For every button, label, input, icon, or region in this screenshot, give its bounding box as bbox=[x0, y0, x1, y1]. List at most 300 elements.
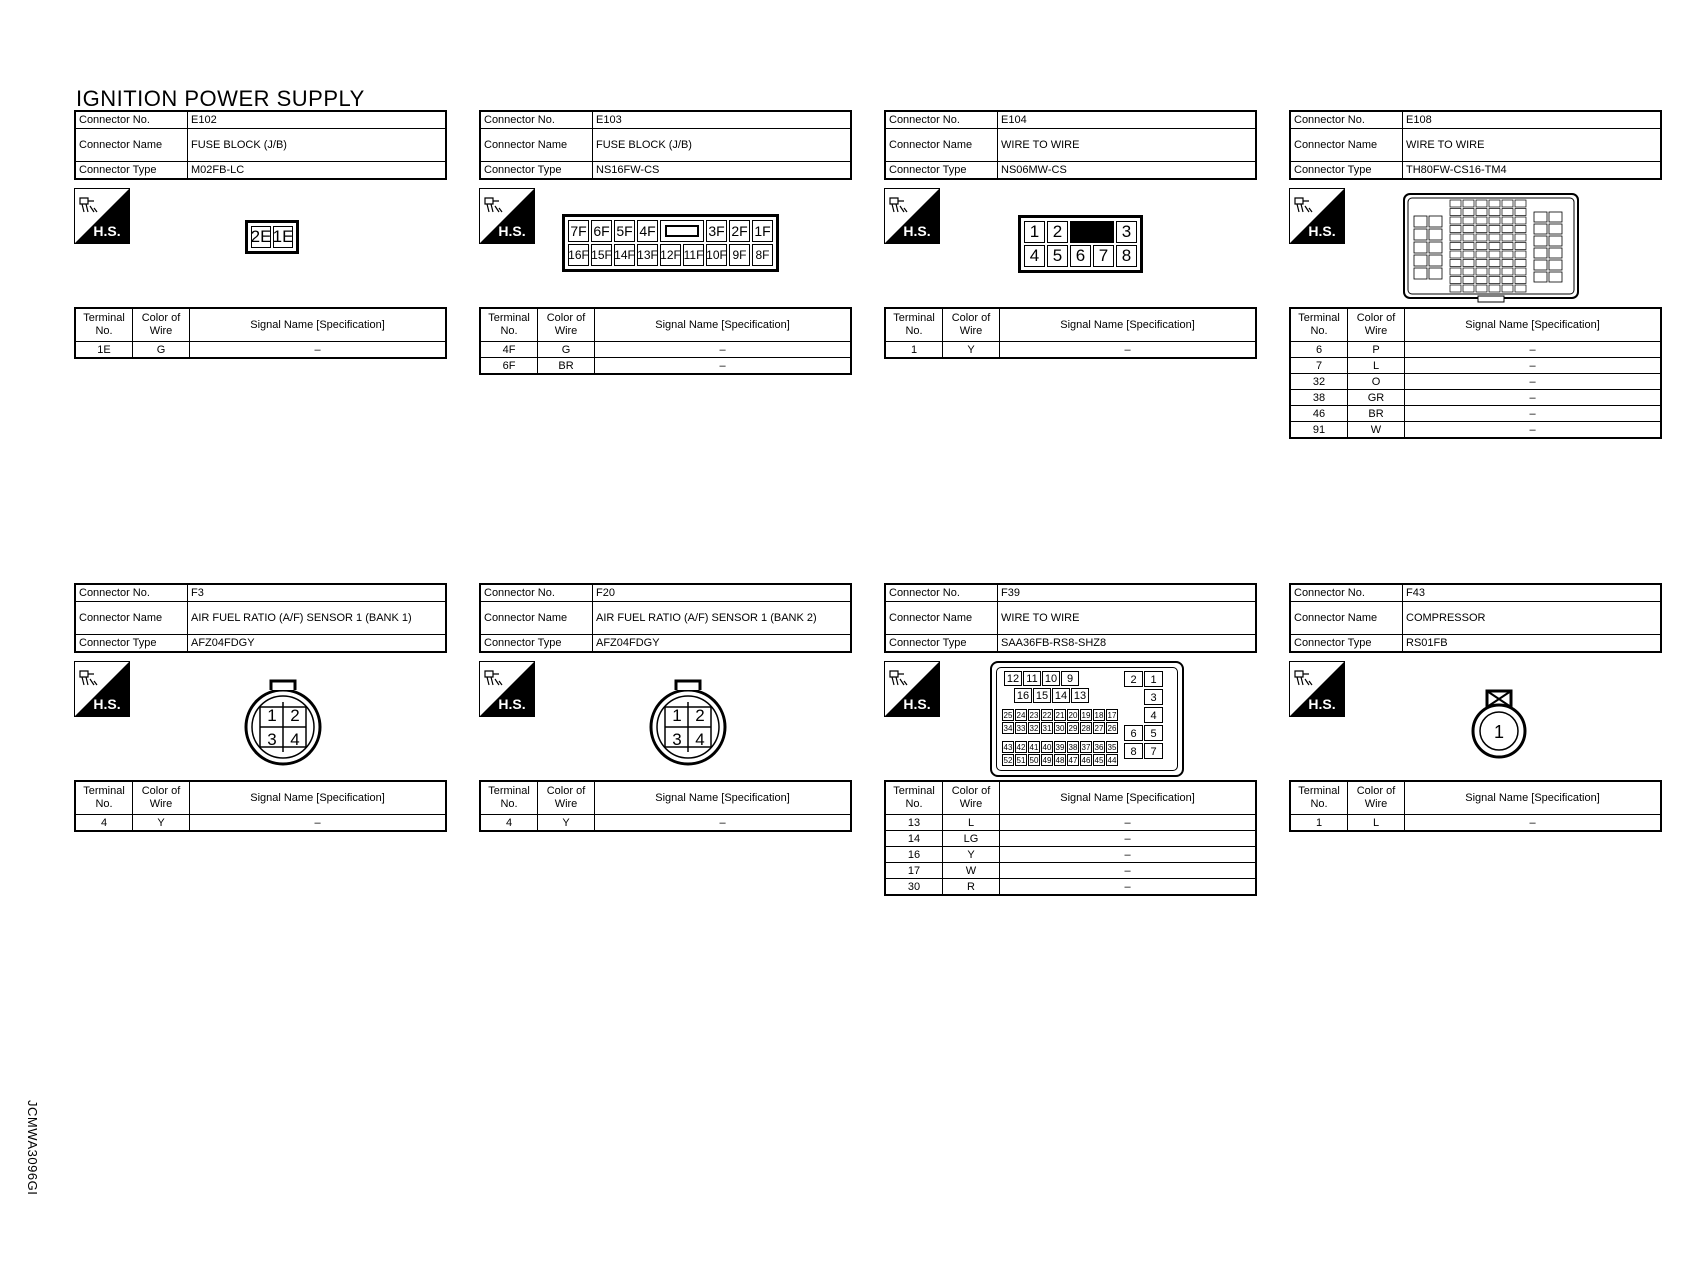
connector-face bbox=[990, 661, 1184, 777]
signal-name-cell: – bbox=[190, 342, 447, 359]
terminal-cell: 4 bbox=[1144, 707, 1163, 723]
column-header: Signal Name [Specification] bbox=[1405, 308, 1662, 342]
table-row bbox=[885, 863, 1256, 879]
terminal-no-cell: 4 bbox=[75, 815, 133, 832]
column-header: Color of Wire bbox=[538, 308, 595, 342]
terminal-table-header bbox=[75, 781, 446, 815]
info-value: M02FB-LC bbox=[188, 162, 447, 180]
terminal-cell: 42 bbox=[1016, 743, 1026, 752]
info-value: SAA36FB-RS8-SHZ8 bbox=[998, 635, 1257, 653]
signal-name-cell: – bbox=[595, 358, 852, 375]
connector-block bbox=[1289, 583, 1662, 832]
terminal-table-header bbox=[75, 308, 446, 342]
terminal-cell: 6 bbox=[1124, 725, 1143, 741]
wire-color-cell: L bbox=[943, 815, 1000, 831]
connector-face bbox=[1467, 683, 1531, 763]
harness-side-icon bbox=[74, 661, 130, 717]
info-label: Connector No. bbox=[1290, 111, 1403, 129]
terminal-cell: 11F bbox=[683, 244, 704, 266]
terminal-no-cell: 1 bbox=[1290, 815, 1348, 832]
terminal-table-header bbox=[480, 308, 851, 342]
info-row bbox=[1290, 162, 1661, 180]
terminal-cell: 31 bbox=[1042, 724, 1052, 733]
connector-block bbox=[74, 110, 447, 359]
info-label: Connector No. bbox=[75, 584, 188, 602]
terminal-cell: 5F bbox=[614, 220, 635, 242]
signal-name-cell: – bbox=[595, 815, 852, 832]
terminal-no-cell: 13 bbox=[885, 815, 943, 831]
connector-diagram bbox=[74, 180, 447, 307]
info-label: Connector Type bbox=[1290, 635, 1403, 653]
info-value: F3 bbox=[188, 584, 447, 602]
info-value: RS01FB bbox=[1403, 635, 1662, 653]
terminal-cell: 14F bbox=[614, 244, 635, 266]
terminal-cell: 13 bbox=[1071, 688, 1089, 703]
terminal-cell: 45 bbox=[1094, 756, 1104, 765]
info-row bbox=[1290, 111, 1661, 129]
terminal-cell: 18 bbox=[1094, 711, 1104, 720]
wire-color-cell: Y bbox=[943, 342, 1000, 359]
terminal-cell: 8 bbox=[1124, 743, 1143, 759]
terminal-cell: 52 bbox=[1003, 756, 1013, 765]
info-label: Connector Name bbox=[75, 129, 188, 162]
connector-block bbox=[479, 110, 852, 375]
terminal-cell: 12 bbox=[1004, 671, 1022, 686]
terminal-cell: 1 bbox=[1144, 671, 1163, 687]
column-header: Terminal No. bbox=[1290, 781, 1348, 815]
info-value: E102 bbox=[188, 111, 447, 129]
column-header: Signal Name [Specification] bbox=[1000, 308, 1257, 342]
info-row bbox=[480, 635, 851, 653]
terminal-cell: 43 bbox=[1003, 743, 1013, 752]
terminal-cell: 19 bbox=[1081, 711, 1091, 720]
column-header: Terminal No. bbox=[75, 781, 133, 815]
column-header: Color of Wire bbox=[1348, 781, 1405, 815]
connector-info-table bbox=[884, 110, 1257, 180]
table-row bbox=[1290, 342, 1661, 358]
connector-diagram bbox=[1289, 180, 1662, 307]
terminal-cell: 38 bbox=[1068, 743, 1078, 752]
column-header: Terminal No. bbox=[885, 781, 943, 815]
connector-block bbox=[1289, 110, 1662, 439]
terminal-no-cell: 4 bbox=[480, 815, 538, 832]
signal-name-cell: – bbox=[1405, 342, 1662, 358]
wire-color-cell: BR bbox=[1348, 406, 1405, 422]
info-value: E108 bbox=[1403, 111, 1662, 129]
column-header: Terminal No. bbox=[885, 308, 943, 342]
info-label: Connector Type bbox=[75, 635, 188, 653]
terminal-table-header bbox=[1290, 781, 1661, 815]
info-row bbox=[480, 162, 851, 180]
terminal-cell: 4F bbox=[637, 220, 658, 242]
terminal-cell: 15 bbox=[1033, 688, 1051, 703]
column-header: Signal Name [Specification] bbox=[1000, 781, 1257, 815]
info-label: Connector Type bbox=[1290, 162, 1403, 180]
column-header: Terminal No. bbox=[480, 781, 538, 815]
terminal-cell: 29 bbox=[1068, 724, 1078, 733]
connector-face bbox=[238, 677, 328, 767]
terminal-cell: 3 bbox=[1144, 689, 1163, 705]
terminal-cell: 32 bbox=[1029, 724, 1039, 733]
terminal-cell: 15F bbox=[591, 244, 612, 266]
info-row bbox=[480, 129, 851, 162]
info-value: F39 bbox=[998, 584, 1257, 602]
hs-label: H.S. bbox=[498, 223, 526, 239]
hs-label: H.S. bbox=[93, 223, 121, 239]
terminal-cell: 10F bbox=[706, 244, 727, 266]
hs-label: H.S. bbox=[1308, 223, 1336, 239]
terminal-cell: 8F bbox=[752, 244, 773, 266]
column-header: Color of Wire bbox=[943, 308, 1000, 342]
info-label: Connector Name bbox=[75, 602, 188, 635]
table-row bbox=[885, 342, 1256, 359]
info-label: Connector No. bbox=[885, 584, 998, 602]
table-row bbox=[75, 815, 446, 832]
column-header: Signal Name [Specification] bbox=[1405, 781, 1662, 815]
connector-latch bbox=[660, 220, 704, 242]
info-label: Connector No. bbox=[480, 584, 593, 602]
info-row bbox=[885, 635, 1256, 653]
terminal-cell: 1E bbox=[272, 227, 294, 246]
connector-face bbox=[643, 677, 733, 767]
wire-color-cell: Y bbox=[538, 815, 595, 832]
info-label: Connector Type bbox=[885, 635, 998, 653]
info-row bbox=[1290, 602, 1661, 635]
signal-name-cell: – bbox=[1000, 863, 1257, 879]
info-row bbox=[885, 111, 1256, 129]
wire-color-cell: G bbox=[538, 342, 595, 358]
signal-name-cell: – bbox=[1405, 406, 1662, 422]
wire-color-cell: Y bbox=[943, 847, 1000, 863]
info-label: Connector Type bbox=[480, 162, 593, 180]
terminal-table-header bbox=[885, 781, 1256, 815]
info-row bbox=[885, 584, 1256, 602]
terminal-cell: 3F bbox=[706, 220, 727, 242]
terminal-cell: 37 bbox=[1081, 743, 1091, 752]
info-value: E103 bbox=[593, 111, 852, 129]
table-row bbox=[885, 879, 1256, 896]
terminal-cell: 4 bbox=[695, 730, 705, 749]
terminal-table bbox=[479, 307, 852, 375]
info-value: WIRE TO WIRE bbox=[998, 129, 1257, 162]
connector-block bbox=[479, 583, 852, 832]
harness-side-icon bbox=[1289, 661, 1345, 717]
terminal-no-cell: 4F bbox=[480, 342, 538, 358]
terminal-cell: 2 bbox=[290, 706, 300, 725]
wire-color-cell: Y bbox=[133, 815, 190, 832]
column-header: Color of Wire bbox=[133, 781, 190, 815]
hs-label: H.S. bbox=[498, 696, 526, 712]
info-label: Connector No. bbox=[75, 111, 188, 129]
connector-info-table bbox=[1289, 583, 1662, 653]
terminal-cell: 8 bbox=[1116, 245, 1137, 267]
info-row bbox=[480, 584, 851, 602]
terminal-cell: 7F bbox=[568, 220, 589, 242]
table-row bbox=[885, 847, 1256, 863]
terminal-cell: 5 bbox=[1047, 245, 1068, 267]
info-label: Connector Name bbox=[885, 602, 998, 635]
info-label: Connector No. bbox=[480, 111, 593, 129]
table-row bbox=[480, 342, 851, 358]
signal-name-cell: – bbox=[1000, 847, 1257, 863]
terminal-cell: 17 bbox=[1107, 711, 1117, 720]
terminal-no-cell: 1 bbox=[885, 342, 943, 359]
terminal-cell: 7 bbox=[1093, 245, 1114, 267]
terminal-cell: 5 bbox=[1144, 725, 1163, 741]
terminal-cell: 3 bbox=[1116, 221, 1137, 243]
connector-info-table bbox=[74, 110, 447, 180]
terminal-cell: 27 bbox=[1094, 724, 1104, 733]
column-header: Color of Wire bbox=[538, 781, 595, 815]
terminal-no-cell: 16 bbox=[885, 847, 943, 863]
terminal-cell: 2E bbox=[250, 227, 272, 246]
table-row bbox=[1290, 406, 1661, 422]
terminal-cell: 40 bbox=[1042, 743, 1052, 752]
terminal-no-cell: 91 bbox=[1290, 422, 1348, 439]
terminal-cell: 48 bbox=[1055, 756, 1065, 765]
signal-name-cell: – bbox=[1405, 374, 1662, 390]
info-value: FUSE BLOCK (J/B) bbox=[593, 129, 852, 162]
connector-block bbox=[884, 583, 1257, 896]
connector-diagram bbox=[884, 653, 1257, 780]
terminal-no-cell: 7 bbox=[1290, 358, 1348, 374]
info-row bbox=[75, 602, 446, 635]
connector-info-table bbox=[884, 583, 1257, 653]
info-value: E104 bbox=[998, 111, 1257, 129]
terminal-cell: 24 bbox=[1016, 711, 1026, 720]
terminal-table bbox=[479, 780, 852, 832]
info-label: Connector Type bbox=[75, 162, 188, 180]
connector-block bbox=[884, 110, 1257, 359]
terminal-cell: 28 bbox=[1081, 724, 1091, 733]
connector-info-table bbox=[74, 583, 447, 653]
info-row bbox=[75, 635, 446, 653]
terminal-table bbox=[74, 780, 447, 832]
terminal-cell: 14 bbox=[1052, 688, 1070, 703]
connector-face bbox=[245, 220, 299, 254]
info-row bbox=[885, 602, 1256, 635]
signal-name-cell: – bbox=[190, 815, 447, 832]
connector-info-table bbox=[479, 583, 852, 653]
terminal-cell: 1 bbox=[1024, 221, 1045, 243]
signal-name-cell: – bbox=[1405, 390, 1662, 406]
terminal-cell: 3 bbox=[267, 730, 277, 749]
terminal-no-cell: 6F bbox=[480, 358, 538, 375]
column-header: Color of Wire bbox=[943, 781, 1000, 815]
harness-side-icon bbox=[479, 661, 535, 717]
signal-name-cell: – bbox=[1000, 831, 1257, 847]
info-row bbox=[75, 129, 446, 162]
terminal-cell: 2F bbox=[729, 220, 750, 242]
harness-side-icon bbox=[1289, 188, 1345, 244]
connector-diagram bbox=[884, 180, 1257, 307]
wire-color-cell: BR bbox=[538, 358, 595, 375]
terminal-cell: 1 bbox=[267, 706, 277, 725]
signal-name-cell: – bbox=[1405, 815, 1662, 832]
wire-color-cell: L bbox=[1348, 815, 1405, 832]
info-row bbox=[75, 162, 446, 180]
connector-diagram bbox=[479, 653, 852, 780]
wire-color-cell: L bbox=[1348, 358, 1405, 374]
terminal-no-cell: 46 bbox=[1290, 406, 1348, 422]
table-row bbox=[480, 358, 851, 375]
table-row bbox=[1290, 358, 1661, 374]
info-row bbox=[480, 602, 851, 635]
info-value: NS06MW-CS bbox=[998, 162, 1257, 180]
terminal-cell: 46 bbox=[1081, 756, 1091, 765]
info-row bbox=[885, 162, 1256, 180]
terminal-cell: 13F bbox=[637, 244, 658, 266]
info-value: AFZ04FDGY bbox=[188, 635, 447, 653]
info-value: WIRE TO WIRE bbox=[998, 602, 1257, 635]
terminal-cell: 36 bbox=[1094, 743, 1104, 752]
wire-color-cell: W bbox=[943, 863, 1000, 879]
document-id: JCMWA3096GI bbox=[25, 1100, 40, 1196]
info-row bbox=[75, 584, 446, 602]
wire-color-cell: GR bbox=[1348, 390, 1405, 406]
terminal-cell: 41 bbox=[1029, 743, 1039, 752]
wire-color-cell: G bbox=[133, 342, 190, 359]
table-row bbox=[1290, 390, 1661, 406]
info-value: AFZ04FDGY bbox=[593, 635, 852, 653]
table-row bbox=[480, 815, 851, 832]
info-row bbox=[1290, 635, 1661, 653]
terminal-table bbox=[884, 307, 1257, 359]
column-header: Signal Name [Specification] bbox=[190, 308, 447, 342]
terminal-cell: 3 bbox=[672, 730, 682, 749]
info-label: Connector Name bbox=[480, 129, 593, 162]
terminal-cell: 33 bbox=[1016, 724, 1026, 733]
harness-side-icon bbox=[74, 188, 130, 244]
table-row bbox=[1290, 374, 1661, 390]
terminal-cell: 51 bbox=[1016, 756, 1026, 765]
wire-color-cell: O bbox=[1348, 374, 1405, 390]
terminal-cell: 10 bbox=[1042, 671, 1060, 686]
terminal-cell: 1F bbox=[752, 220, 773, 242]
info-value: TH80FW-CS16-TM4 bbox=[1403, 162, 1662, 180]
info-label: Connector No. bbox=[885, 111, 998, 129]
terminal-table-header bbox=[480, 781, 851, 815]
info-label: Connector Type bbox=[885, 162, 998, 180]
column-header: Terminal No. bbox=[480, 308, 538, 342]
info-label: Connector No. bbox=[1290, 584, 1403, 602]
terminal-cell: 20 bbox=[1068, 711, 1078, 720]
hs-label: H.S. bbox=[93, 696, 121, 712]
column-header: Signal Name [Specification] bbox=[595, 781, 852, 815]
terminal-table-header bbox=[885, 308, 1256, 342]
terminal-cell: 30 bbox=[1055, 724, 1065, 733]
info-row bbox=[480, 111, 851, 129]
terminal-cell: 2 bbox=[1047, 221, 1068, 243]
connector-info-table bbox=[1289, 110, 1662, 180]
empty-cell bbox=[1124, 707, 1143, 723]
column-header: Color of Wire bbox=[133, 308, 190, 342]
harness-side-icon bbox=[884, 188, 940, 244]
terminal-cell: 50 bbox=[1029, 756, 1039, 765]
harness-side-icon bbox=[884, 661, 940, 717]
terminal-table bbox=[74, 307, 447, 359]
signal-name-cell: – bbox=[1405, 358, 1662, 374]
connector-diagram bbox=[1289, 653, 1662, 780]
terminal-cell: 4 bbox=[290, 730, 300, 749]
connector-face bbox=[1402, 192, 1580, 304]
info-label: Connector Name bbox=[480, 602, 593, 635]
info-value: F43 bbox=[1403, 584, 1662, 602]
terminal-cell: 44 bbox=[1107, 756, 1117, 765]
terminal-no-cell: 1E bbox=[75, 342, 133, 359]
terminal-cell: 9 bbox=[1061, 671, 1079, 686]
table-row bbox=[1290, 815, 1661, 832]
terminal-cell: 16 bbox=[1014, 688, 1032, 703]
column-header: Color of Wire bbox=[1348, 308, 1405, 342]
connector-diagram bbox=[479, 180, 852, 307]
connector-diagram bbox=[74, 653, 447, 780]
signal-name-cell: – bbox=[1000, 879, 1257, 896]
info-value: FUSE BLOCK (J/B) bbox=[188, 129, 447, 162]
signal-name-cell: – bbox=[595, 342, 852, 358]
terminal-cell: 25 bbox=[1003, 711, 1013, 720]
wire-color-cell: R bbox=[943, 879, 1000, 896]
info-value: F20 bbox=[593, 584, 852, 602]
terminal-cell: 11 bbox=[1023, 671, 1041, 686]
info-row bbox=[885, 129, 1256, 162]
terminal-cell: 26 bbox=[1107, 724, 1117, 733]
page-title: IGNITION POWER SUPPLY bbox=[76, 86, 365, 111]
terminal-cell: 7 bbox=[1144, 743, 1163, 759]
terminal-cell: 9F bbox=[729, 244, 750, 266]
terminal-table-header bbox=[1290, 308, 1661, 342]
terminal-cell: 21 bbox=[1055, 711, 1065, 720]
info-value: NS16FW-CS bbox=[593, 162, 852, 180]
connector-block bbox=[74, 583, 447, 832]
harness-side-icon bbox=[479, 188, 535, 244]
column-header: Signal Name [Specification] bbox=[595, 308, 852, 342]
terminal-cell: 16F bbox=[568, 244, 589, 266]
table-row bbox=[75, 342, 446, 359]
terminal-cell: 6F bbox=[591, 220, 612, 242]
signal-name-cell: – bbox=[1000, 815, 1257, 831]
info-row bbox=[1290, 129, 1661, 162]
info-row bbox=[75, 111, 446, 129]
info-value: WIRE TO WIRE bbox=[1403, 129, 1662, 162]
terminal-cell: 35 bbox=[1107, 743, 1117, 752]
hs-label: H.S. bbox=[903, 696, 931, 712]
info-label: Connector Type bbox=[480, 635, 593, 653]
info-label: Connector Name bbox=[1290, 129, 1403, 162]
terminal-no-cell: 6 bbox=[1290, 342, 1348, 358]
column-header: Terminal No. bbox=[75, 308, 133, 342]
terminal-no-cell: 17 bbox=[885, 863, 943, 879]
hs-label: H.S. bbox=[1308, 696, 1336, 712]
terminal-cell: 22 bbox=[1042, 711, 1052, 720]
terminal-table bbox=[884, 780, 1257, 896]
terminal-no-cell: 30 bbox=[885, 879, 943, 896]
terminal-cell: 34 bbox=[1003, 724, 1013, 733]
connector-latch bbox=[1070, 221, 1114, 243]
info-row bbox=[1290, 584, 1661, 602]
table-row bbox=[1290, 422, 1661, 439]
table-row bbox=[885, 831, 1256, 847]
info-value: COMPRESSOR bbox=[1403, 602, 1662, 635]
terminal-cell: 2 bbox=[1124, 671, 1143, 687]
terminal-cell: 2 bbox=[695, 706, 705, 725]
terminal-cell: 47 bbox=[1068, 756, 1078, 765]
connector-face bbox=[1018, 215, 1143, 273]
info-value: AIR FUEL RATIO (A/F) SENSOR 1 (BANK 2) bbox=[593, 602, 852, 635]
info-label: Connector Name bbox=[1290, 602, 1403, 635]
terminal-table bbox=[1289, 780, 1662, 832]
terminal-no-cell: 32 bbox=[1290, 374, 1348, 390]
